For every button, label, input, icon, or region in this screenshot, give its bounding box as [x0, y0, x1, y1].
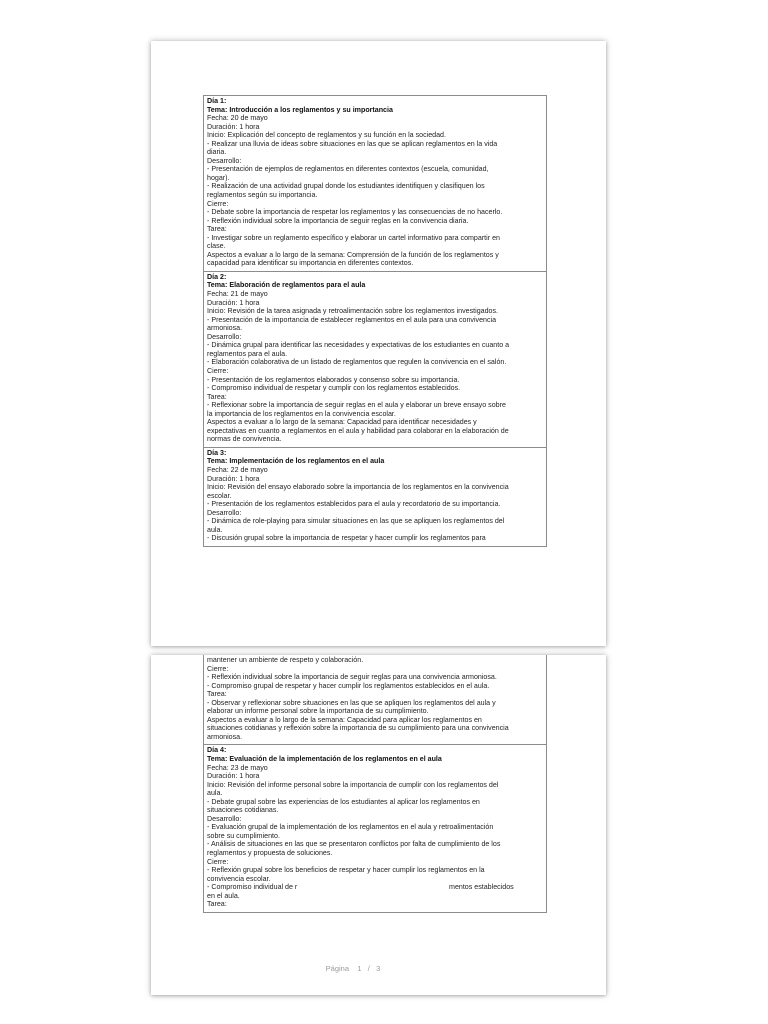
cell-text-line: aula. — [207, 789, 223, 798]
cell-text-line: - Dinámica grupal para identificar las necesidades y expectativas de los estudiantes en cuanto a — [207, 341, 510, 350]
cell-text-line: normas de convivencia. — [207, 435, 282, 444]
cell-text-line: mantener un ambiente de respeto y colaboración. — [207, 656, 364, 664]
cell-text-line: - Análisis de situaciones en las que se presentaron conflictos por falta de cumplimiento de los — [207, 840, 501, 849]
page-separator: / — [367, 964, 370, 973]
cell-text-line: sobre su cumplimiento. — [207, 831, 280, 840]
current-page: 1 — [357, 964, 362, 973]
cell-text-line: situaciones cotidianas y reflexión sobre la importancia de su cumplimiento para una convivencia — [207, 724, 509, 733]
cell-text-line: hogar). — [207, 173, 230, 182]
cell-text-line: Duración: 1 hora — [207, 772, 260, 781]
cell-text-line: - Realizar una lluvia de ideas sobre situaciones en las que se aplican reglamentos en la vida — [207, 139, 498, 148]
cell-text-line: Fecha: 23 de mayo — [207, 763, 268, 772]
cell-text-line: Duración: 1 hora — [207, 298, 260, 307]
cell-text-line: armoniosa. — [207, 324, 243, 333]
cell-text-line: Inicio: Explicación del concepto de reglamentos y su función en la sociedad. — [207, 131, 446, 140]
cell-text-line: - Observar y reflexionar sobre situaciones en las que se apliquen los reglamentos del aula y — [207, 698, 496, 707]
cell-text-line: Cierre: — [207, 664, 229, 673]
cell-text-line: - Dinámica de role-playing para simular situaciones en las que se apliquen los reglamentos del — [207, 517, 505, 526]
page-2 — [151, 655, 606, 995]
cell-text-line: escolar. — [207, 491, 232, 500]
cell-text-line: Cierre: — [207, 857, 229, 866]
cell-text-line: clase. — [207, 242, 226, 251]
cell-text-line: - Presentación de la importancia de establecer reglamentos en el aula para una convivencia — [207, 315, 497, 324]
cell-heading: Tema: Elaboración de reglamentos para el aula — [207, 281, 366, 290]
cell-text-line: Fecha: 21 de mayo — [207, 290, 268, 299]
cell-text-line: reglamentos para el aula. — [207, 349, 288, 358]
cell-text-line: Duración: 1 hora — [207, 122, 260, 131]
cell-heading: Tema: Evaluación de la implementación de los reglamentos en el aula — [207, 755, 442, 764]
cell-text-line: Desarrollo: — [207, 508, 242, 517]
cell-text-line: - Presentación de los reglamentos establecidos para el aula y recordatorio de su importancia. — [207, 500, 501, 509]
page-indicator — [309, 962, 397, 976]
cell-text-line: Inicio: Revisión del informe personal sobre la importancia de cumplir con los reglamentos del — [207, 780, 499, 789]
cell-text-line: - Presentación de los reglamentos elaborados y consenso sobre su importancia. — [207, 375, 460, 384]
cell-text-line: - Reflexión individual sobre la importancia de seguir reglas en la convivencia diaria. — [207, 216, 469, 225]
cell-heading: Día 2: — [207, 272, 227, 281]
cell-text-line: Desarrollo: — [207, 156, 242, 165]
cell-text-line: diaria. — [207, 148, 227, 157]
cell-text-line: - Compromiso individual de r mentos establecidos — [207, 883, 514, 892]
cell-text-line: - Compromiso individual de respetar y cumplir con los reglamentos establecidos. — [207, 384, 461, 393]
cell-text-line: Aspectos a evaluar a lo largo de la semana: Capacidad para aplicar los reglamentos en — [207, 715, 482, 724]
cell-heading: Tema: Implementación de los reglamentos en el aula — [207, 457, 385, 466]
cell-text-line: reglamentos según su importancia. — [207, 191, 318, 200]
cell-text-line: - Compromiso grupal de respetar y hacer cumplir los reglamentos establecidos en el aula. — [207, 681, 490, 690]
table-cell — [204, 271, 546, 447]
page-label: Página — [325, 964, 350, 973]
cell-text-line: Cierre: — [207, 199, 229, 208]
page-1 — [151, 41, 606, 646]
cell-text-line: Inicio: Revisión del ensayo elaborado sobre la importancia de los reglamentos en la convivencia — [207, 483, 509, 492]
cell-text-line: Fecha: 20 de mayo — [207, 114, 268, 123]
cell-text-line: Cierre: — [207, 366, 229, 375]
cell-text-line: Tarea: — [207, 900, 227, 909]
cell-text-line: - Reflexión grupal sobre los beneficios de respetar y hacer cumplir los reglamentos en la — [207, 866, 485, 875]
cell-text-line: Aspectos a evaluar a lo largo de la semana: Comprensión de la función de los reglamentos y — [207, 250, 499, 259]
table-cell — [204, 96, 546, 271]
cell-text-line: - Debate sobre la importancia de respetar los reglamentos y las consecuencias de no hacerlo. — [207, 208, 503, 217]
cell-text-line: - Elaboración colaborativa de un listado de reglamentos que regulen la convivencia en el salón. — [207, 358, 507, 367]
cell-text-line: - Reflexionar sobre la importancia de seguir reglas en el aula y elaborar un breve ensayo sobre — [207, 401, 506, 410]
cell-text-line: armoniosa. — [207, 732, 243, 741]
cell-text-line: reglamentos y propuesta de soluciones. — [207, 849, 333, 858]
cell-text-line: Aspectos a evaluar a lo largo de la semana: Capacidad para identificar necesidades y — [207, 418, 477, 427]
cell-text-line: Tarea: — [207, 690, 227, 699]
table-cell — [204, 447, 546, 546]
cell-text-line: Desarrollo: — [207, 814, 242, 823]
lesson-plan-table — [203, 655, 547, 913]
cell-text-line: Tarea: — [207, 392, 227, 401]
cell-heading: Tema: Introducción a los reglamentos y su importancia — [207, 105, 393, 114]
cell-text-line: aula. — [207, 525, 223, 534]
lesson-plan-table — [203, 95, 547, 547]
cell-text-line: Inicio: Revisión de la tarea asignada y retroalimentación sobre los reglamentos investigados. — [207, 307, 499, 316]
cell-text-line: capacidad para identificar su importancia en diferentes contextos. — [207, 259, 414, 268]
cell-text-line: - Realización de una actividad grupal donde los estudiantes identifiquen y clasifiquen los — [207, 182, 485, 191]
cell-text-line: Tarea: — [207, 225, 227, 234]
cell-text-line: elaborar un informe personal sobre la importancia de su cumplimiento. — [207, 707, 429, 716]
cell-text-line: - Investigar sobre un reglamento específico y elaborar un cartel informativo para compartir en — [207, 233, 500, 242]
cell-heading: Día 3: — [207, 448, 227, 457]
cell-text-line: la importancia de los reglamentos en la convivencia escolar. — [207, 409, 396, 418]
cell-text-line: expectativas en cuanto a reglamentos en el aula y habilidad para colaborar en la elaboración de — [207, 426, 509, 435]
cell-text-line: Fecha: 22 de mayo — [207, 465, 268, 474]
cell-text-line: Duración: 1 hora — [207, 474, 260, 483]
cell-heading: Día 1: — [207, 97, 227, 105]
cell-text-line: situaciones cotidianas. — [207, 806, 279, 815]
table-cell — [204, 655, 546, 744]
cell-text-line: Desarrollo: — [207, 332, 242, 341]
table-cell — [204, 744, 546, 911]
cell-text-line: - Evaluación grupal de la implementación de los reglamentos en el aula y retroalimentación — [207, 823, 494, 832]
cell-text-line: - Debate grupal sobre las experiencias de los estudiantes al aplicar los reglamentos en — [207, 797, 480, 806]
cell-text-line: en el aula. — [207, 891, 240, 900]
cell-text-line: - Reflexión individual sobre la importancia de seguir reglas para una convivencia armoniosa. — [207, 673, 497, 682]
cell-text-line: - Discusión grupal sobre la importancia de respetar y hacer cumplir los reglamentos para — [207, 534, 486, 543]
total-pages: 3 — [376, 964, 381, 973]
cell-text-line: - Presentación de ejemplos de reglamentos en diferentes contextos (escuela, comunidad, — [207, 165, 489, 174]
cell-text-line: convivencia escolar. — [207, 874, 271, 883]
cell-heading: Día 4: — [207, 746, 227, 755]
